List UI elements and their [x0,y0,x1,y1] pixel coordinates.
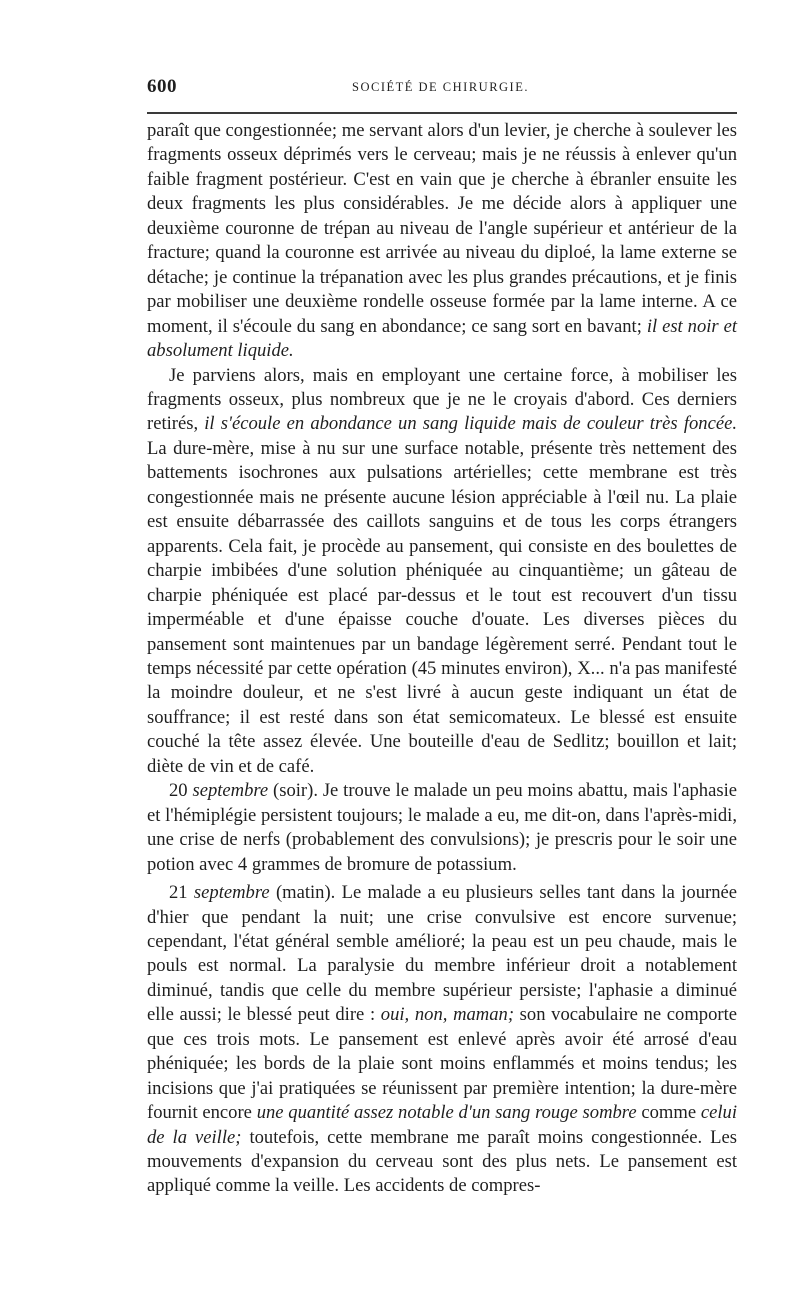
text-run: 21 [169,882,194,904]
body-text [147,119,737,1199]
italic-text: celui de la veille; [147,1102,738,1148]
header-rule [147,112,737,114]
italic-text: une quantité assez notable d'un sang rouge sombre [256,1102,637,1124]
italic-text: oui, non, maman; [380,1004,515,1026]
paragraph [147,779,737,877]
text-run: Je parviens alors, mais en employant une certaine force, à mobiliser les fragments osseux, plus nombreux que je ne le croyais d'abord. Ces derniers retirés, [147,364,737,435]
text-run: paraît que congestionnée; me servant alors d'un levier, je cherche à soulever les fragments osseux déprimés vers le cerveau; mais je ne réussis à enlever qu'un faible fragment postérieur. C'est en vain que je cherche à ébranler ensuite les deux fragments les plus considérables. Je me décide alors à appliquer une deuxième couronne de trépan au niveau de l'angle supérieur et antérieur de la fracture; quand la couronne est arrivée au niveau du diploé, la lame externe se détache; je continue la trépanation avec les plus grandes précautions, et je finis par mobiliser une deuxième rondelle osseuse formée par la lame interne. A ce moment, il s'écoule du sang en abondance; ce sang sort en bavant; [147,120,737,337]
page-number: 600 [147,76,177,97]
text-run: 20 [169,780,193,802]
italic-text: il s'écoule en abondance un sang liquide mais de couleur très foncée. [204,413,737,435]
text-run: toutefois, cette membrane me paraît moins congestionnée. Les mouvements d'expansion du cerveau sont des plus nets. Le pansement est appliqué comme la veille. Les accidents de compres- [147,1126,737,1197]
italic-text: il est noir et absolument liquide. [147,315,737,362]
text-run: La dure-mère, mise à nu sur une surface notable, présente très nettement des battements isochrones aux pulsations artérielles; cette membrane est très congestionnée mais ne présente aucune lésion appréciable à l'œil nu. La plaie est ensuite débarrassée des caillots sanguins et de tous les corps étrangers apparents. Cela fait, je procède au pansement, qui consiste en des boulettes de charpie imbibées d'une solution phéniquée au cinquantième; un gâteau de charpie phéniquée est placé par-dessus et le tout est recouvert d'un tissu imperméable et d'une épaisse couche d'ouate. Les diverses pièces du pansement sont maintenues par un bandage légèrement serré. Pendant tout le temps nécessité par cette opération (45 minutes environ), X... n'a pas manifesté la moindre douleur, et ne s'est livré à aucun geste indiquant un état de souffrance; il est resté dans son état semicomateux. Le blessé est ensuite couché la tête assez élevée. Une bouteille d'eau de Sedlitz; bouillon et lait; diète de vin et de café. [147,437,737,777]
text-run: son vocabulaire ne comporte que ces trois mots. Le pansement est enlevé après avoir été arrosé d'eau phéniquée; les bords de la plaie sont moins enflammés et moins tendus; les incisions que j'ai pratiquées se réunissent par première intention; la dure-mère fournit encore [147,1004,737,1124]
text-run: (matin). Le malade a eu plusieurs selles tant dans la journée d'hier que pendant la nuit; une crise convulsive est encore survenue; cependant, l'état général semble amélioré; la peau est un peu chaude, mais le pouls est normal. La paralysie du membre inférieur droit a notablement diminué, tandis que celle du membre supérieur persiste; l'aphasie a diminué elle aussi; le blessé peut dire : [147,882,737,1026]
italic-text: septembre [192,780,269,802]
text-run: comme [636,1102,701,1124]
paragraph [147,364,737,780]
text-run: (soir). Je trouve le malade un peu moins abattu, mais l'aphasie et l'hémiplégie persistent toujours; le malade a eu, me dit-on, dans l'après-midi, une crise de nerfs (probablement des convulsions); je prescris pour le soir une potion avec 4 grammes de bromure de potassium. [147,780,737,875]
page-header [147,76,737,106]
paragraph [147,881,737,1199]
paragraph [147,119,737,364]
italic-text: septembre [193,882,270,904]
running-title: SOCIÉTÉ DE CHIRURGIE. [352,80,529,94]
